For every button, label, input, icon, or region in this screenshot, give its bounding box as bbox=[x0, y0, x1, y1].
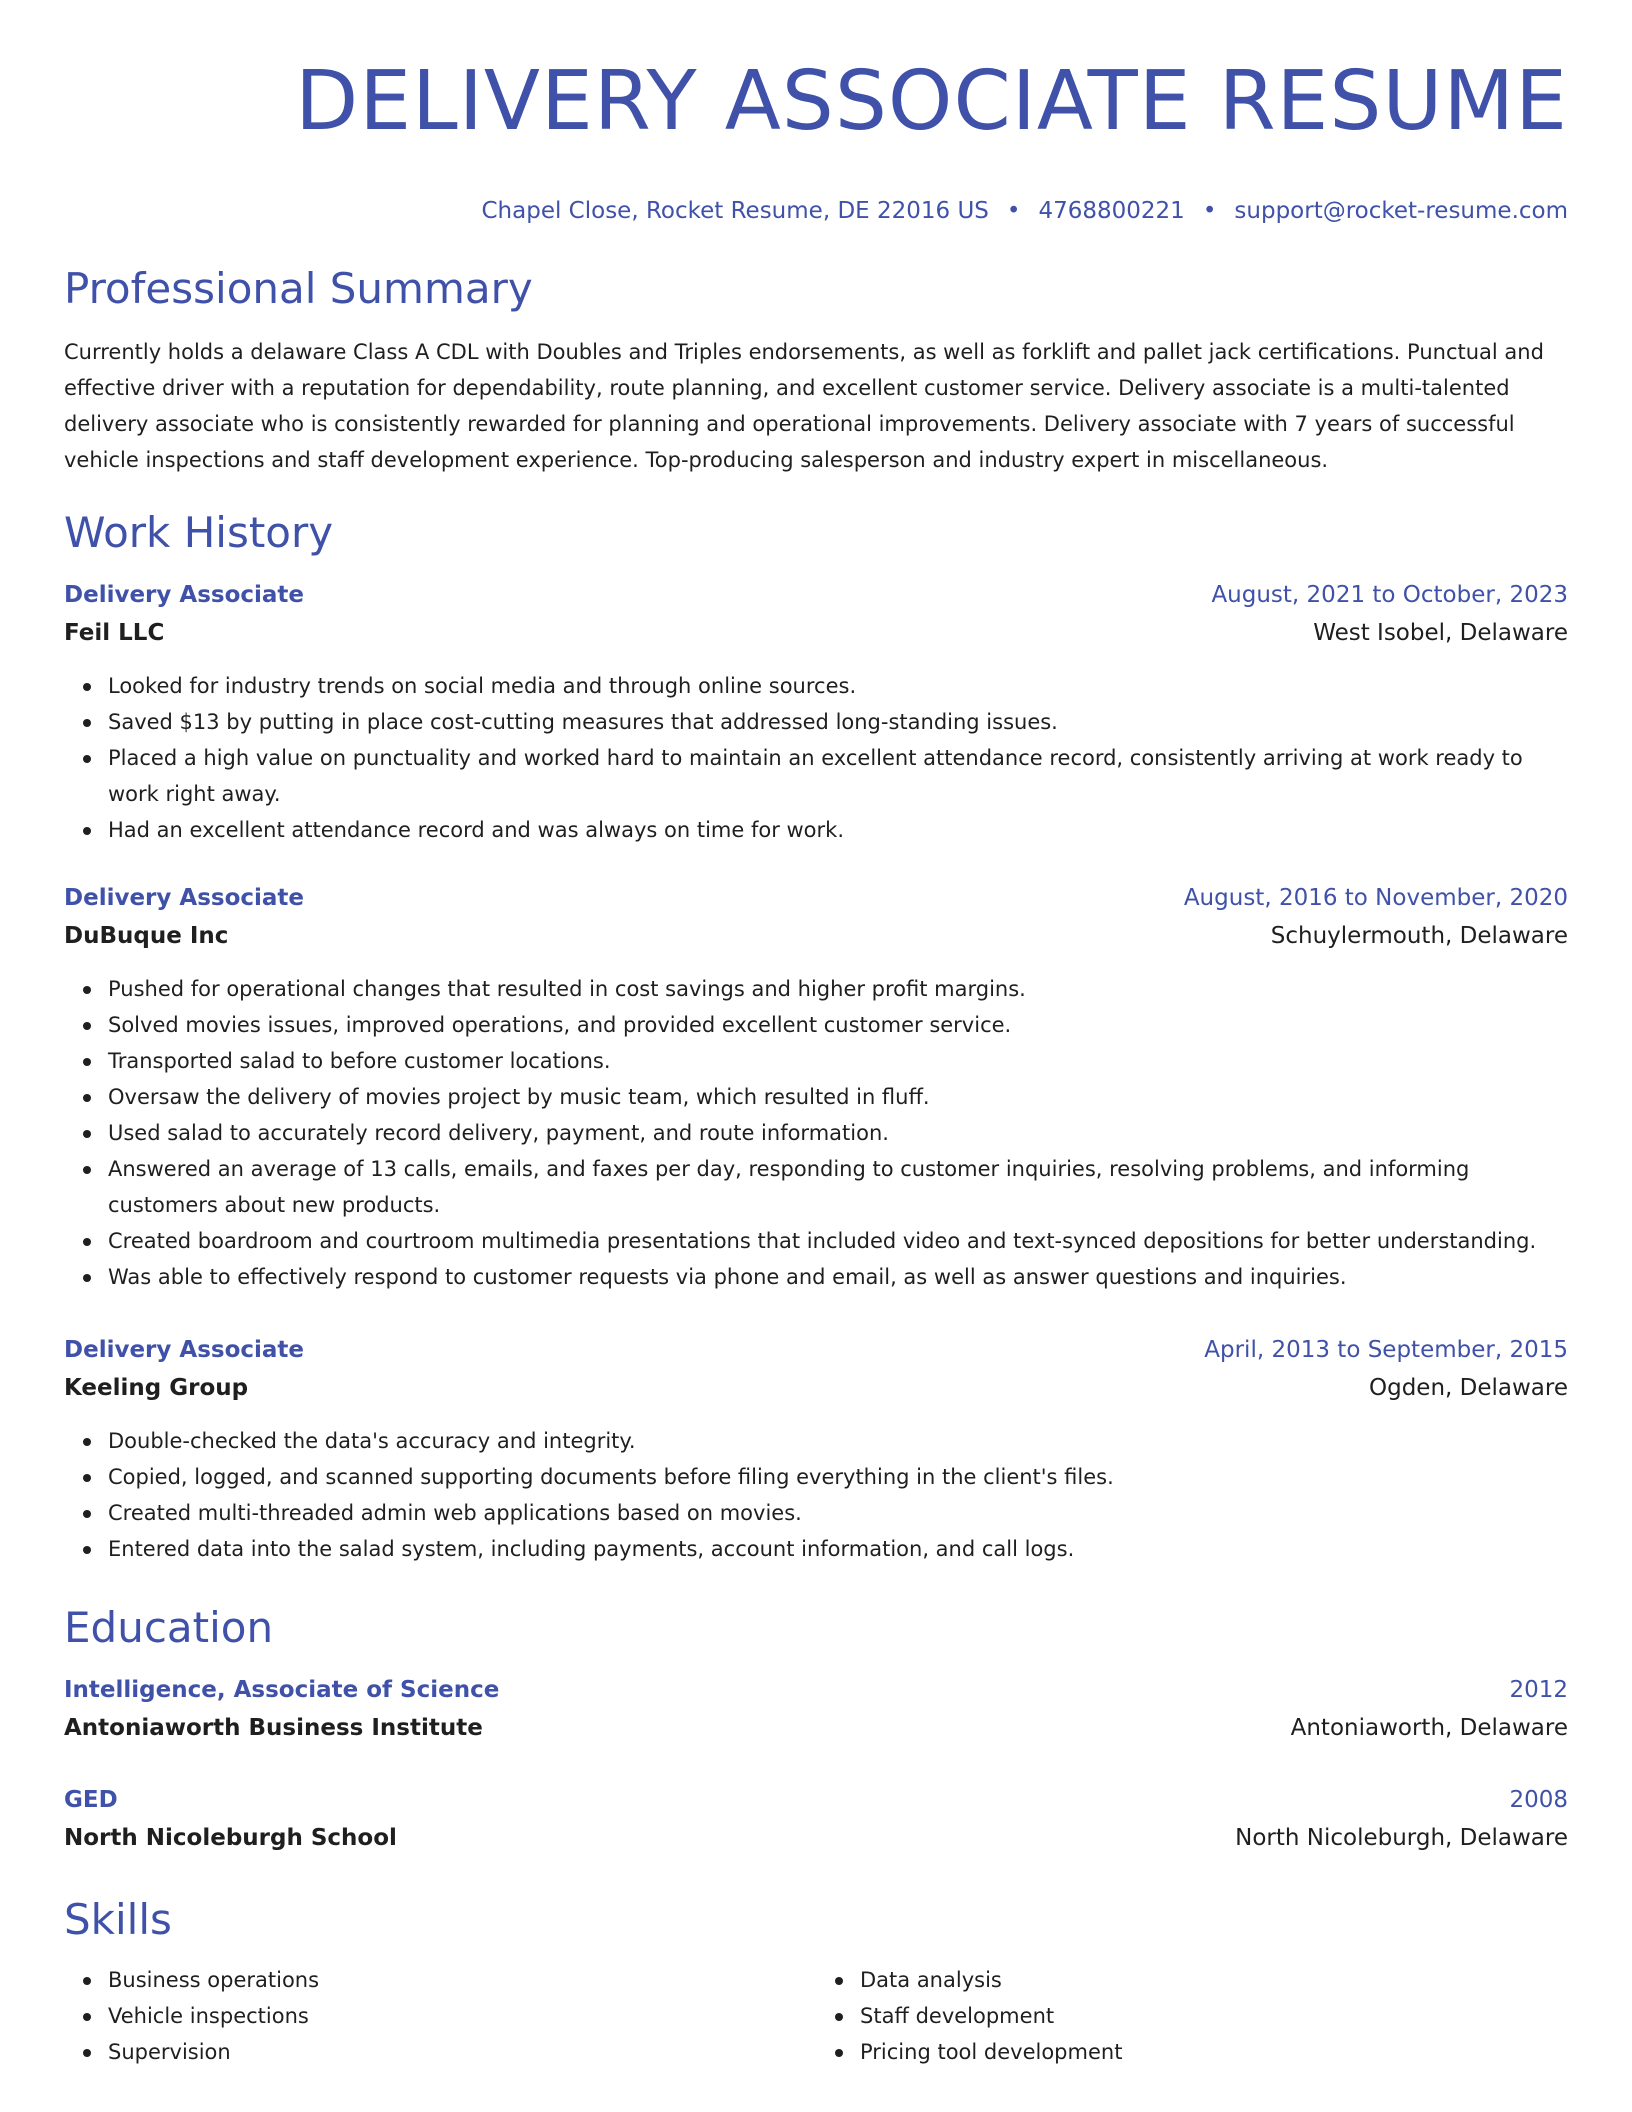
job-location: Ogden, Delaware bbox=[1368, 1375, 1568, 1401]
company-name: Feil LLC bbox=[64, 620, 165, 646]
job-entry bbox=[64, 1335, 1568, 1567]
job-location: Schuylermouth, Delaware bbox=[1270, 923, 1568, 949]
resume-title: DELIVERY ASSOCIATE RESUME bbox=[295, 54, 1568, 149]
contact-address: Chapel Close, Rocket Resume, DE 22016 US bbox=[481, 198, 989, 224]
skill-item: Business operations bbox=[108, 1962, 816, 1998]
work-history-heading: Work History bbox=[64, 508, 334, 557]
skill-item: Pricing tool development bbox=[860, 2034, 1568, 2070]
contact-phone: 4768800221 bbox=[1038, 198, 1185, 224]
job-title: Delivery Associate bbox=[64, 582, 305, 608]
contact-separator: • bbox=[1202, 198, 1217, 224]
job-bullets bbox=[64, 668, 1568, 848]
school-name: North Nicoleburgh School bbox=[64, 1825, 397, 1851]
job-location: West Isobel, Delaware bbox=[1313, 620, 1568, 646]
graduation-year: 2012 bbox=[1509, 1677, 1568, 1703]
job-bullet: Had an excellent attendance record and was always on time for work. bbox=[108, 812, 1568, 848]
education-entry bbox=[64, 1785, 1568, 1853]
job-bullet: Was able to effectively respond to customer requests via phone and email, as well as answer questions and inquiries. bbox=[108, 1259, 1568, 1295]
job-bullet: Transported salad to before customer locations. bbox=[108, 1043, 1568, 1079]
skill-item: Data analysis bbox=[860, 1962, 1568, 1998]
job-entry bbox=[64, 883, 1568, 1295]
resume-page bbox=[64, 0, 1568, 2064]
company-name: Keeling Group bbox=[64, 1375, 249, 1401]
job-bullet: Created boardroom and courtroom multimedia presentations that included video and text-synced depositions for better understanding. bbox=[108, 1223, 1568, 1259]
job-bullet: Double-checked the data's accuracy and integrity. bbox=[108, 1423, 1568, 1459]
job-bullet: Created multi-threaded admin web applications based on movies. bbox=[108, 1495, 1568, 1531]
skills-list bbox=[64, 1962, 1568, 2070]
contact-separator: • bbox=[1006, 198, 1021, 224]
contact-line bbox=[64, 196, 1568, 226]
degree: Intelligence, Associate of Science bbox=[64, 1677, 500, 1703]
skill-item: Vehicle inspections bbox=[108, 1998, 816, 2034]
school-location: North Nicoleburgh, Delaware bbox=[1235, 1825, 1568, 1851]
job-title: Delivery Associate bbox=[64, 885, 305, 911]
summary-heading: Professional Summary bbox=[64, 264, 533, 313]
graduation-year: 2008 bbox=[1509, 1787, 1568, 1813]
job-bullet: Saved $13 by putting in place cost-cutting measures that addressed long-standing issues. bbox=[108, 704, 1568, 740]
job-bullet: Placed a high value on punctuality and worked hard to maintain an excellent attendance record, consistently arriving at work ready to work right away. bbox=[108, 740, 1568, 812]
job-bullets bbox=[64, 1423, 1568, 1567]
degree: GED bbox=[64, 1787, 118, 1813]
skills-column-left bbox=[64, 1962, 816, 2070]
contact-email: support@rocket-resume.com bbox=[1234, 198, 1568, 224]
job-bullet: Oversaw the delivery of movies project by music team, which resulted in fluff. bbox=[108, 1079, 1568, 1115]
skills-heading: Skills bbox=[64, 1895, 172, 1944]
education-entry bbox=[64, 1675, 1568, 1743]
job-dates: August, 2021 to October, 2023 bbox=[1211, 582, 1568, 608]
job-bullet: Entered data into the salad system, including payments, account information, and call logs. bbox=[108, 1531, 1568, 1567]
job-bullet: Looked for industry trends on social media and through online sources. bbox=[108, 668, 1568, 704]
skills-column-right bbox=[816, 1962, 1568, 2070]
job-dates: August, 2016 to November, 2020 bbox=[1183, 885, 1568, 911]
summary-text: Currently holds a delaware Class A CDL with Doubles and Triples endorsements, as well as forklift and pallet jack certifications. Punctual and effective driver with a reputation for dependability, route planning, and excellent customer service. Delivery associate is a multi-talented delivery associate who is consistently rewarded for planning and operational improvements. Delivery associate with 7 years of successful vehicle inspections and staff development experience. Top-producing salesperson and industry expert in miscellaneous. bbox=[64, 340, 1544, 472]
education-heading: Education bbox=[64, 1603, 274, 1652]
company-name: DuBuque Inc bbox=[64, 923, 229, 949]
skill-item: Supervision bbox=[108, 2034, 816, 2070]
job-bullet: Answered an average of 13 calls, emails, and faxes per day, responding to customer inquiries, resolving problems, and informing customers about new products. bbox=[108, 1151, 1568, 1223]
job-title: Delivery Associate bbox=[64, 1337, 305, 1363]
job-bullet: Solved movies issues, improved operations, and provided excellent customer service. bbox=[108, 1007, 1568, 1043]
job-dates: April, 2013 to September, 2015 bbox=[1204, 1337, 1568, 1363]
job-bullet: Pushed for operational changes that resulted in cost savings and higher profit margins. bbox=[108, 971, 1568, 1007]
job-bullets bbox=[64, 971, 1568, 1295]
job-entry bbox=[64, 580, 1568, 848]
job-bullet: Copied, logged, and scanned supporting documents before filing everything in the client's files. bbox=[108, 1459, 1568, 1495]
school-location: Antoniaworth, Delaware bbox=[1290, 1715, 1568, 1741]
job-bullet: Used salad to accurately record delivery, payment, and route information. bbox=[108, 1115, 1568, 1151]
school-name: Antoniaworth Business Institute bbox=[64, 1715, 483, 1741]
skill-item: Staff development bbox=[860, 1998, 1568, 2034]
